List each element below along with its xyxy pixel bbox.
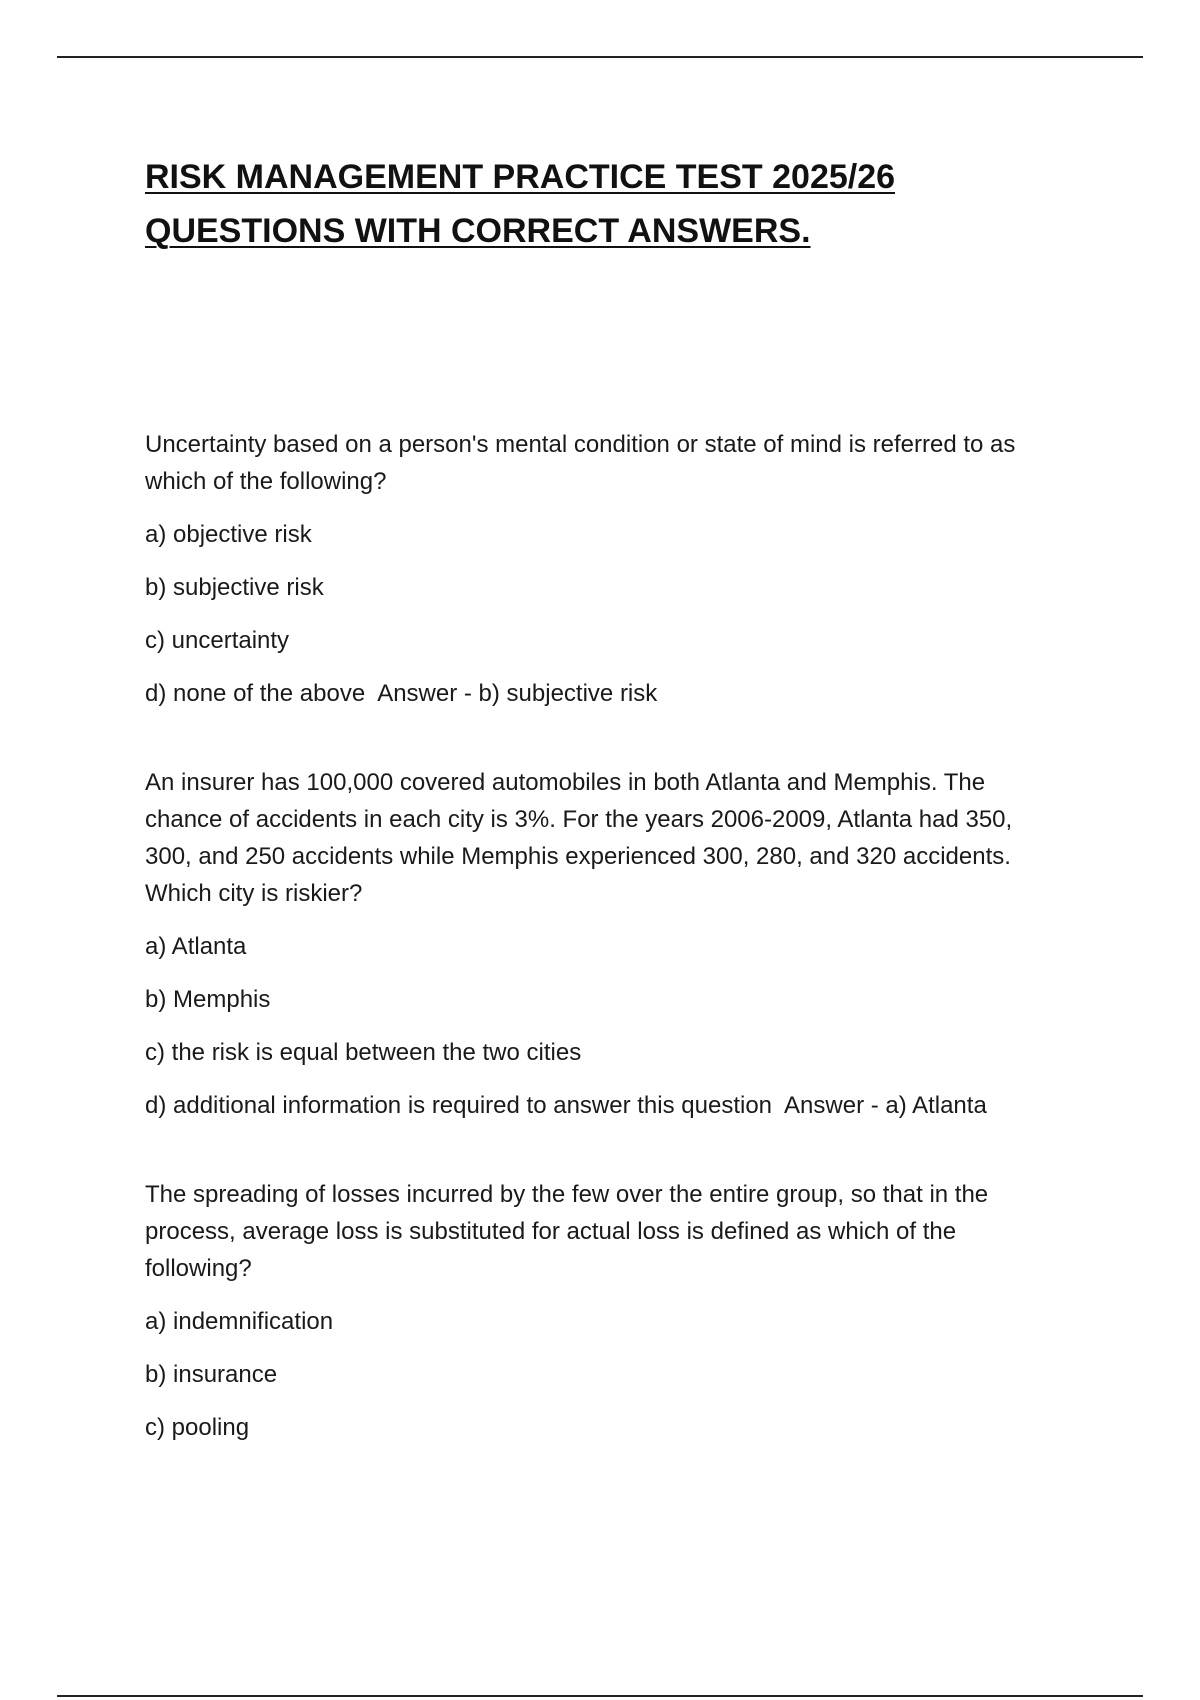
question-stem: An insurer has 100,000 covered automobiles in both Atlanta and Memphis. The chance of accidents in each city is 3%. For the years 2006-2009, Atlanta had 350, 300, and 250 accidents while Memphis experienced 300, 280, and 320 accidents. Which city is riskier? xyxy=(145,769,1013,907)
page-title xyxy=(145,150,1045,258)
question-3 xyxy=(145,1176,1065,1446)
question-stem: Uncertainty based on a person's mental condition or state of mind is referred to as which of the following? xyxy=(145,431,1016,495)
option-d: d) none of the above xyxy=(145,680,366,707)
question-stem: The spreading of losses incurred by the few over the entire group, so that in the process, average loss is substituted for actual loss is defined as which of the following? xyxy=(145,1181,989,1282)
page-title-line-2: QUESTIONS WITH CORRECT ANSWERS. xyxy=(145,212,811,250)
option-b: b) subjective risk xyxy=(145,574,324,601)
option-d-with-answer xyxy=(145,675,1065,712)
footer-rule xyxy=(57,1695,1143,1697)
option-c: c) the risk is equal between the two cities xyxy=(145,1039,582,1066)
header-rule xyxy=(57,56,1143,58)
question-1 xyxy=(145,426,1065,712)
option-a: a) Atlanta xyxy=(145,933,247,960)
option-d-with-answer xyxy=(145,1087,1065,1124)
option-c: c) pooling xyxy=(145,1414,250,1441)
page-title-line-1: RISK MANAGEMENT PRACTICE TEST 2025/26 xyxy=(145,158,896,196)
option-b: b) insurance xyxy=(145,1361,278,1388)
option-b: b) Memphis xyxy=(145,986,271,1013)
option-a: a) objective risk xyxy=(145,521,312,548)
option-a: a) indemnification xyxy=(145,1308,334,1335)
question-list xyxy=(145,426,1065,1462)
option-d: d) additional information is required to answer this question xyxy=(145,1092,773,1119)
answer: Answer - a) Atlanta xyxy=(784,1092,987,1119)
answer: Answer - b) subjective risk xyxy=(377,680,658,707)
option-c: c) uncertainty xyxy=(145,627,290,654)
question-2 xyxy=(145,764,1065,1124)
